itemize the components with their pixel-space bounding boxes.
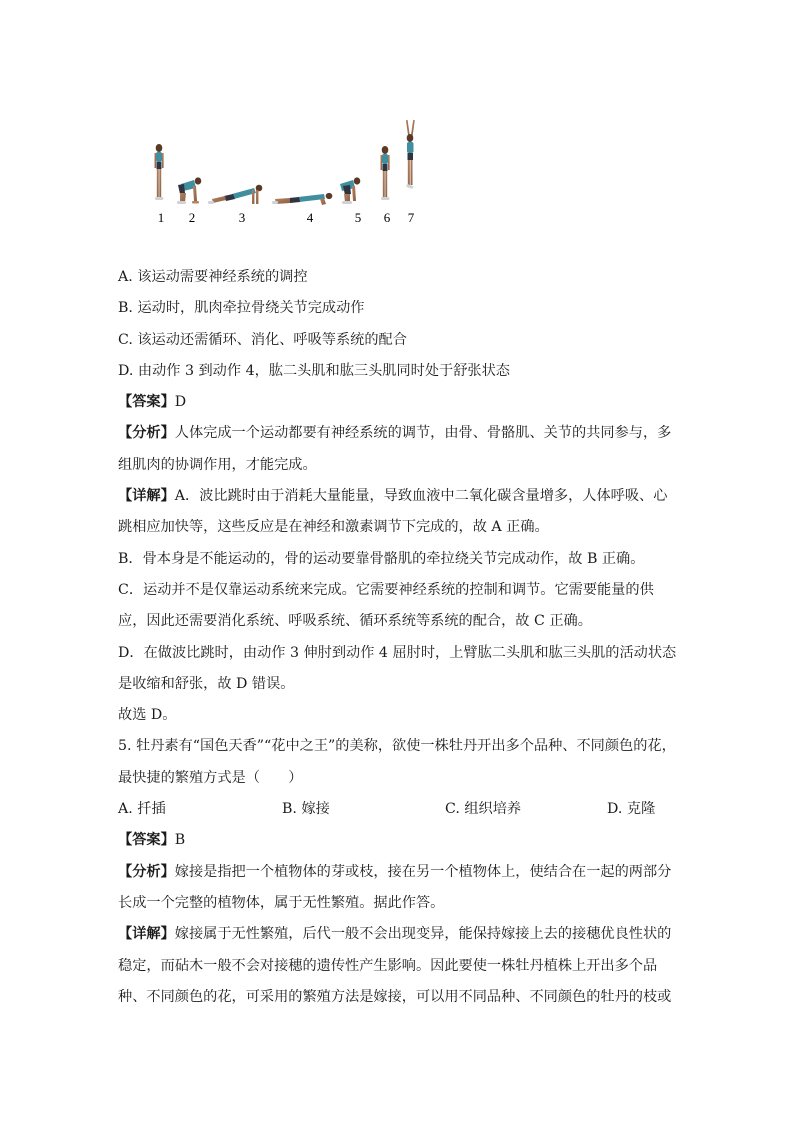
pose-4-pushup	[272, 193, 332, 205]
q5-option-b: B. 嫁接	[282, 801, 330, 818]
q5-analysis-line	[118, 857, 678, 888]
q4-detail-line: B．骨本身是不能运动的，骨的运动要靠骨骼肌的牵拉绕关节完成动作，故 B 正确。	[118, 550, 645, 567]
q5-detail-line	[118, 919, 678, 950]
q4-answer	[118, 387, 678, 418]
q4-detail-line: 跳相应加快等，这些反应是在神经和激素调节下完成的，故 A 正确。	[118, 519, 549, 536]
analysis-label: 【分析】	[118, 863, 175, 880]
step-label: 3	[238, 210, 246, 225]
pose-7-jump	[406, 120, 415, 189]
q5-stem-line: 最快捷的繁殖方式是（ ）	[118, 769, 303, 786]
q5-option-d: D. 克隆	[607, 801, 656, 818]
q5-option-c: C. 组织培养	[445, 801, 522, 818]
detail-text: 嫁接属于无性繁殖，后代一般不会出现变异，能保持嫁接上去的接穗优良性状的	[174, 926, 672, 943]
analysis-label: 【分析】	[118, 425, 175, 442]
q4-option-a: A. 该运动需要神经系统的调控	[118, 269, 308, 285]
q5-answer	[118, 825, 678, 856]
q4-detail-line: C．运动并不是仅靠运动系统来完成。它需要神经系统的控制和调节。它需要能量的供	[118, 581, 654, 598]
analysis-text: 嫁接是指把一个植物体的芽或枝，接在另一个植物体上，使结合在一起的两部分	[174, 863, 672, 880]
step-label: 1	[157, 210, 165, 225]
step-label: 7	[407, 210, 415, 225]
burpee-sequence-figure	[140, 118, 430, 226]
step-label: 4	[306, 210, 314, 225]
answer-label: 【答案】	[118, 394, 175, 411]
step-label: 6	[383, 210, 391, 225]
pose-2-squat	[177, 177, 201, 204]
q4-option-c: C. 该运动还需循环、消化、呼吸等系统的配合	[118, 331, 407, 348]
step-label: 2	[188, 210, 196, 225]
analysis-text: 人体完成一个运动都要有神经系统的调节，由骨、骨骼肌、关节的共同参与，多	[174, 425, 672, 442]
q5-analysis-line: 长成一个完整的植物体，属于无性繁殖。据此作答。	[118, 894, 445, 911]
q4-detail-line: D．在做波比跳时，由动作 3 伸肘到动作 4 屈肘时，上臂肱二头肌和肱三头肌的活动状态	[118, 644, 677, 661]
q4-detail-line: 应，因此还需要消化系统、呼吸系统、循环系统等系统的配合，故 C 正确。	[118, 613, 592, 630]
document-body	[118, 262, 678, 1013]
detail-text: A．波比跳时由于消耗大量能量，导致血液中二氧化碳含量增多，人体呼吸、心	[174, 488, 668, 505]
q4-analysis-line: 组肌肉的协调作用，才能完成。	[118, 456, 317, 473]
q5-options	[118, 794, 678, 825]
q4-option-b: B. 运动时，肌肉牵拉骨绕关节完成动作	[118, 300, 365, 317]
q4-option-d: D. 由动作 3 到动作 4，肱二头肌和肱三头肌同时处于舒张状态	[118, 362, 510, 379]
q4-detail-line	[118, 481, 678, 512]
q5-option-a: A. 扦插	[118, 801, 166, 818]
q4-detail-line: 是收缩和舒张，故 D 错误。	[118, 675, 295, 692]
step-label: 5	[354, 210, 362, 225]
detail-label: 【详解】	[118, 926, 175, 943]
answer-value: D	[174, 394, 187, 411]
q5-stem-line: 5. 牡丹素有“国色天香”“花中之王”的美称，欲使一株牡丹开出多个品种、不同颜色的花，	[118, 738, 676, 755]
answer-label: 【答案】	[118, 832, 175, 849]
pose-6-standing	[381, 146, 390, 200]
q5-detail-line: 种、不同颜色的花，可采用的繁殖方法是嫁接，可以用不同品种、不同颜色的牡丹的枝或	[118, 988, 672, 1005]
detail-label: 【详解】	[118, 488, 175, 505]
pose-1-standing	[155, 144, 164, 200]
q4-analysis-line	[118, 418, 678, 449]
answer-value: B	[174, 832, 186, 849]
pose-5-squat	[340, 177, 360, 204]
q4-conclusion: 故选 D。	[118, 707, 177, 724]
pose-3-plank	[208, 185, 262, 204]
q5-detail-line: 稳定，而砧木一般不会对接穗的遗传性产生影响。因此要使一株牡丹植株上开出多个品	[118, 957, 658, 974]
